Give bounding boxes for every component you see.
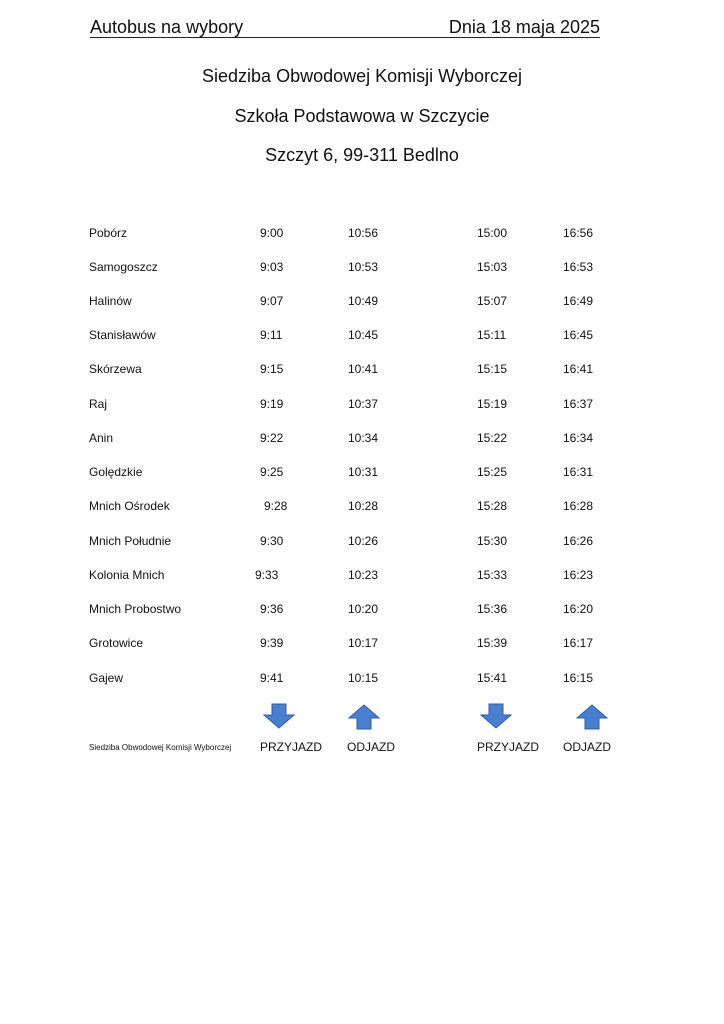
- stop-name: Skórzewa: [89, 362, 142, 376]
- arrival-time-1: 9:28: [264, 499, 288, 513]
- departure-time-1: 10:31: [348, 465, 379, 479]
- arrival-time-2: 15:00: [477, 226, 508, 240]
- footer-place-label: Siedziba Obwodowej Komisji Wyborczej: [89, 743, 232, 752]
- departure-time-1: 10:53: [348, 260, 379, 274]
- departure-time-2: 16:20: [563, 602, 594, 616]
- stop-name: Stanisławów: [89, 328, 156, 342]
- arrow-up-shape: [577, 705, 607, 729]
- arrow-down-icon: [262, 703, 296, 729]
- stop-name: Raj: [89, 397, 108, 411]
- arrival-time-2: 15:33: [477, 568, 508, 582]
- arrival-time-1: 9:07: [260, 294, 284, 308]
- table-row: [0, 600, 724, 618]
- table-row: [0, 326, 724, 344]
- arrival-time-1: 9:33: [255, 568, 279, 582]
- arrival-time-1: 9:22: [260, 431, 284, 445]
- title-line-1: Siedziba Obwodowej Komisji Wyborczej: [202, 66, 522, 86]
- departure-label-1: ODJAZD: [347, 740, 395, 754]
- departure-label-2: ODJAZD: [563, 740, 611, 754]
- arrow-up-icon: [347, 704, 381, 730]
- stop-name: Mnich Południe: [89, 534, 172, 548]
- arrival-time-1: 9:19: [260, 397, 284, 411]
- arrival-time-2: 15:39: [477, 636, 508, 650]
- stop-name: Grotowice: [89, 636, 144, 650]
- arrival-time-1: 9:00: [260, 226, 284, 240]
- departure-time-2: 16:34: [563, 431, 594, 445]
- departure-time-1: 10:34: [348, 431, 379, 445]
- departure-time-1: 10:37: [348, 397, 379, 411]
- departure-time-2: 16:31: [563, 465, 594, 479]
- arrival-time-2: 15:11: [477, 328, 507, 342]
- table-row: [0, 497, 724, 515]
- arrival-time-2: 15:15: [477, 362, 508, 376]
- arrow-up-icon: [575, 704, 609, 730]
- table-row: [0, 532, 724, 550]
- arrival-label-1: PRZYJAZD: [260, 740, 323, 754]
- departure-time-2: 16:45: [563, 328, 594, 342]
- stop-name: Halinów: [89, 294, 132, 308]
- departure-time-1: 10:49: [348, 294, 379, 308]
- header-date: Dnia 18 maja 2025: [448, 17, 600, 37]
- arrow-up-shape: [349, 705, 379, 729]
- stop-name: Golędzkie: [89, 465, 143, 479]
- arrival-time-1: 9:25: [260, 465, 284, 479]
- arrival-time-2: 15:19: [477, 397, 508, 411]
- departure-time-2: 16:41: [563, 362, 594, 376]
- departure-time-2: 16:37: [563, 397, 594, 411]
- arrival-time-1: 9:41: [260, 671, 284, 685]
- arrival-time-2: 15:07: [477, 294, 508, 308]
- arrival-time-1: 9:36: [260, 602, 284, 616]
- arrival-time-1: 9:03: [260, 260, 284, 274]
- departure-time-2: 16:23: [563, 568, 594, 582]
- departure-time-2: 16:15: [563, 671, 594, 685]
- arrival-time-2: 15:03: [477, 260, 508, 274]
- stop-name: Pobórz: [89, 226, 128, 240]
- table-row: [0, 395, 724, 413]
- title-line-3: Szczyt 6, 99-311 Bedlno: [265, 145, 459, 165]
- arrival-time-1: 9:39: [260, 636, 284, 650]
- table-row: [0, 634, 724, 652]
- departure-time-1: 10:41: [348, 362, 379, 376]
- table-row: [0, 258, 724, 276]
- table-row: [0, 566, 724, 584]
- departure-time-1: 10:26: [348, 534, 379, 548]
- table-row: [0, 669, 724, 687]
- departure-time-2: 16:17: [563, 636, 594, 650]
- stop-name: Samogoszcz: [89, 260, 158, 274]
- departure-time-1: 10:15: [348, 671, 379, 685]
- arrow-down-shape: [481, 704, 511, 728]
- departure-time-1: 10:28: [348, 499, 379, 513]
- title-line-2: Szkoła Podstawowa w Szczycie: [234, 106, 490, 126]
- arrival-time-2: 15:28: [477, 499, 508, 513]
- table-row: [0, 463, 724, 481]
- departure-time-2: 16:56: [563, 226, 594, 240]
- table-row: [0, 292, 724, 310]
- arrival-time-2: 15:41: [477, 671, 508, 685]
- arrival-time-2: 15:22: [477, 431, 508, 445]
- table-row: [0, 224, 724, 242]
- arrival-time-1: 9:11: [260, 328, 283, 342]
- arrival-time-2: 15:25: [477, 465, 508, 479]
- departure-time-2: 16:26: [563, 534, 594, 548]
- departure-time-1: 10:17: [348, 636, 379, 650]
- stop-name: Anin: [89, 431, 114, 445]
- arrow-down-icon: [479, 703, 513, 729]
- arrival-time-1: 9:30: [260, 534, 284, 548]
- table-row: [0, 360, 724, 378]
- arrival-label-2: PRZYJAZD: [477, 740, 540, 754]
- header-underline: [90, 37, 600, 38]
- arrow-down-shape: [264, 704, 294, 728]
- arrival-time-2: 15:36: [477, 602, 508, 616]
- departure-time-1: 10:23: [348, 568, 379, 582]
- departure-time-1: 10:20: [348, 602, 379, 616]
- arrival-time-1: 9:15: [260, 362, 284, 376]
- stop-name: Kolonia Mnich: [89, 568, 165, 582]
- arrival-time-2: 15:30: [477, 534, 508, 548]
- stop-name: Gajew: [89, 671, 124, 685]
- departure-time-2: 16:28: [563, 499, 594, 513]
- header-left-title: Autobus na wybory: [90, 17, 244, 37]
- departure-time-2: 16:53: [563, 260, 594, 274]
- departure-time-1: 10:45: [348, 328, 379, 342]
- departure-time-1: 10:56: [348, 226, 379, 240]
- stop-name: Mnich Probostwo: [89, 602, 182, 616]
- departure-time-2: 16:49: [563, 294, 594, 308]
- stop-name: Mnich Ośrodek: [89, 499, 170, 513]
- table-row: [0, 429, 724, 447]
